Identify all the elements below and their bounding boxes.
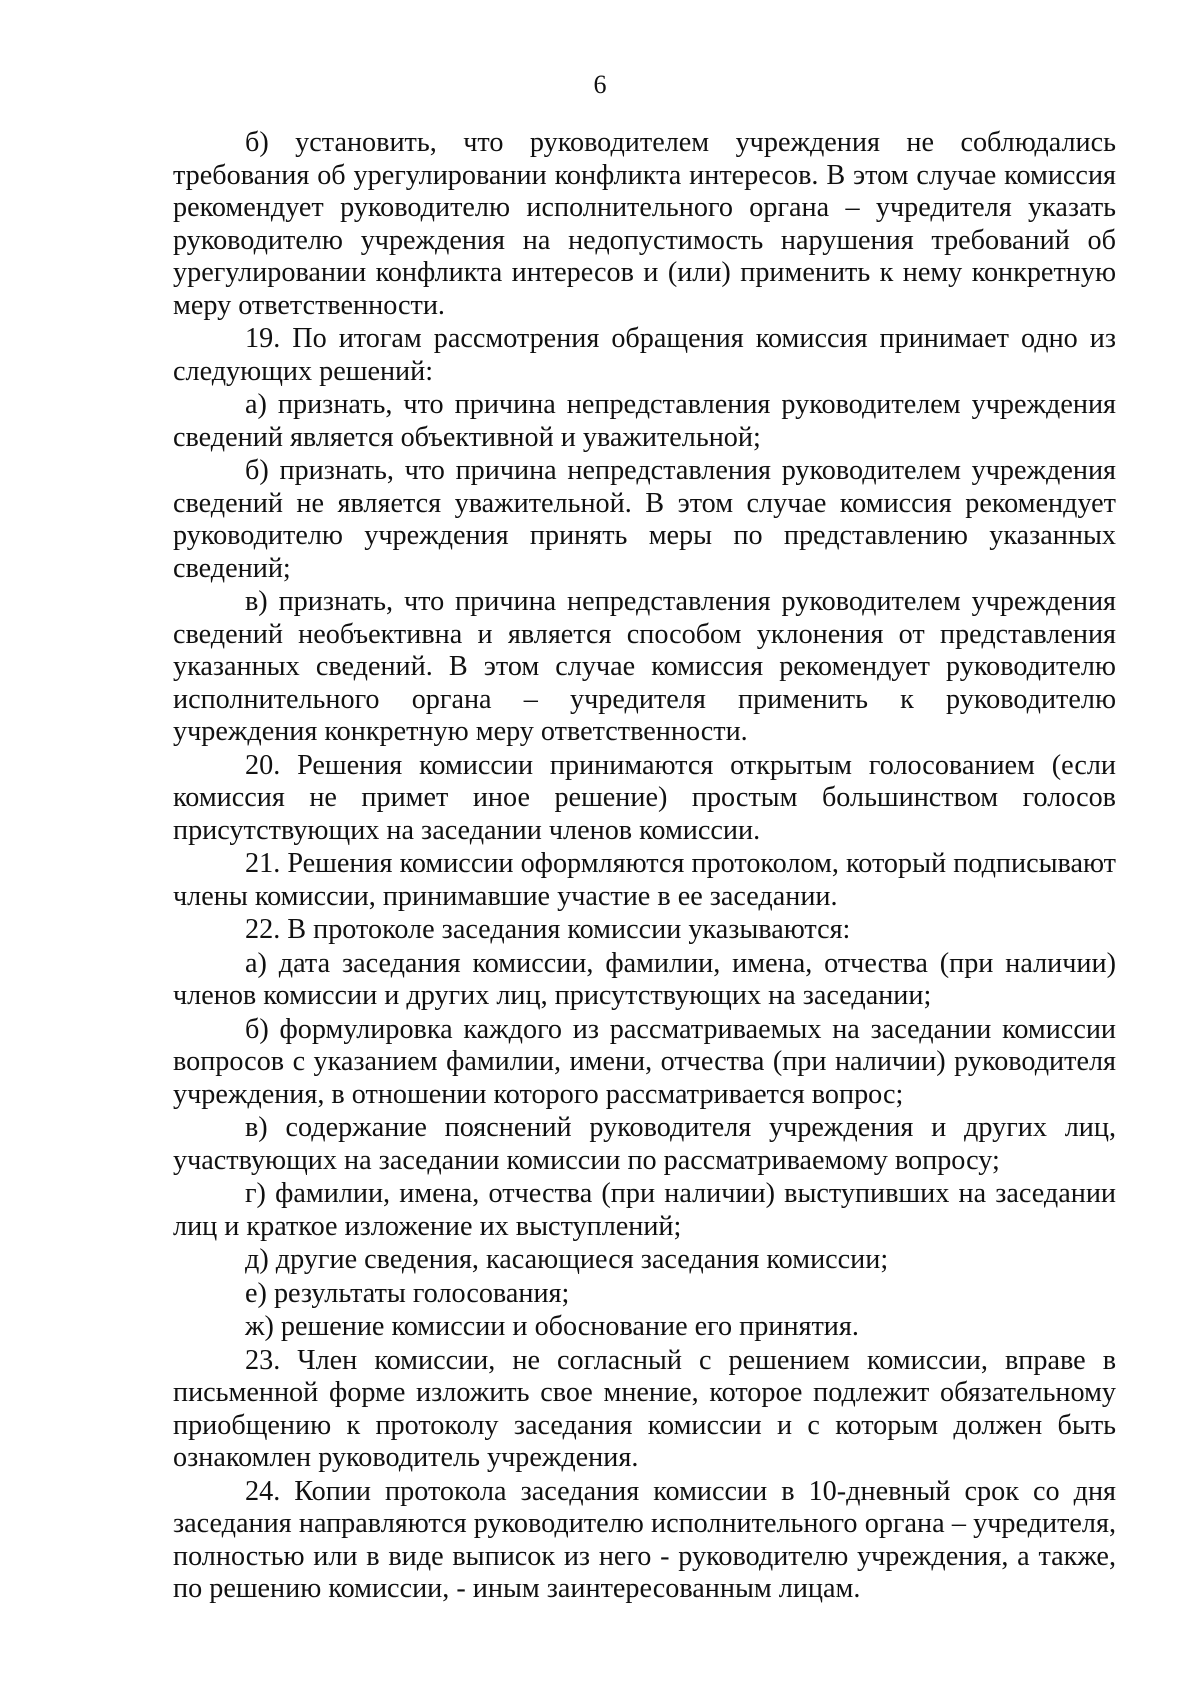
document-body xyxy=(173,127,1116,1606)
paragraph-22zh: ж) решение комиссии и обоснование его принятия. xyxy=(245,1311,859,1342)
paragraph-22: 22. В протоколе заседания комиссии указываются: xyxy=(245,914,851,945)
page-number: 6 xyxy=(593,70,607,99)
paragraph-18b: б) установить, что руководителем учреждения не соблюдались требования об урегулировании конфликта интересов. В этом случае комиссия рекомендует руководителю исполнительного органа – учредителя указать руководителю учреждения на недопустимость нарушения требований об урегулировании конфликта интересов и (или) применить к нему конкретную меру ответственности. xyxy=(173,127,1116,321)
paragraph-22b: б) формулировка каждого из рассматриваемых на заседании комиссии вопросов с указанием фамилии, имени, отчества (при наличии) руководителя учреждения, в отношении которого рассматривается вопрос; xyxy=(173,1013,1116,1110)
paragraph-19b: б) признать, что причина непредставления руководителем учреждения сведений не является уважительной. В этом случае комиссия рекомендует руководителю учреждения принять меры по представлению указанных сведений; xyxy=(173,455,1116,584)
paragraph-22v: в) содержание пояснений руководителя учреждения и других лиц, участвующих на заседании комиссии по рассматриваемому вопросу; xyxy=(173,1112,1116,1176)
paragraph-19a: а) признать, что причина непредставления руководителем учреждения сведений является объективной и уважительной; xyxy=(173,389,1116,453)
paragraph-21: 21. Решения комиссии оформляются протоколом, который подписывают члены комиссии, принимавшие участие в ее заседании. xyxy=(173,848,1116,912)
paragraph-19v: в) признать, что причина непредставления руководителем учреждения сведений необъективна и является способом уклонения от представления указанных сведений. В этом случае комиссия рекомендует руководителю исполнительного органа – учредителя применить к руководителю учреждения конкретную меру ответственности. xyxy=(173,586,1116,747)
paragraph-22g: г) фамилии, имена, отчества (при наличии) выступивших на заседании лиц и краткое изложение их выступлений; xyxy=(173,1178,1116,1242)
paragraph-22e: е) результаты голосования; xyxy=(245,1277,570,1309)
paragraph-22a: а) дата заседания комиссии, фамилии, имена, отчества (при наличии) членов комиссии и других лиц, присутствующих на заседании; xyxy=(173,947,1116,1011)
paragraph-24: 24. Копии протокола заседания комиссии в 10-дневный срок со дня заседания направляются руководителю исполнительного органа – учредителя, полностью или в виде выписок из него - руководителю учреждения, а также, по решению комиссии, - иным заинтересованным лицам. xyxy=(173,1475,1116,1604)
paragraph-19: 19. По итогам рассмотрения обращения комиссия принимает одно из следующих решений: xyxy=(173,323,1116,387)
paragraph-22d: д) другие сведения, касающиеся заседания комиссии; xyxy=(245,1244,889,1275)
paragraph-20: 20. Решения комиссии принимаются открытым голосованием (если комиссия не примет иное решение) простым большинством голосов присутствующих на заседании членов комиссии. xyxy=(173,749,1116,846)
paragraph-23: 23. Член комиссии, не согласный с решением комиссии, вправе в письменной форме изложить свое мнение, которое подлежит обязательному приобщению к протоколу заседания комиссии и с которым должен быть ознакомлен руководитель учреждения. xyxy=(173,1344,1116,1473)
